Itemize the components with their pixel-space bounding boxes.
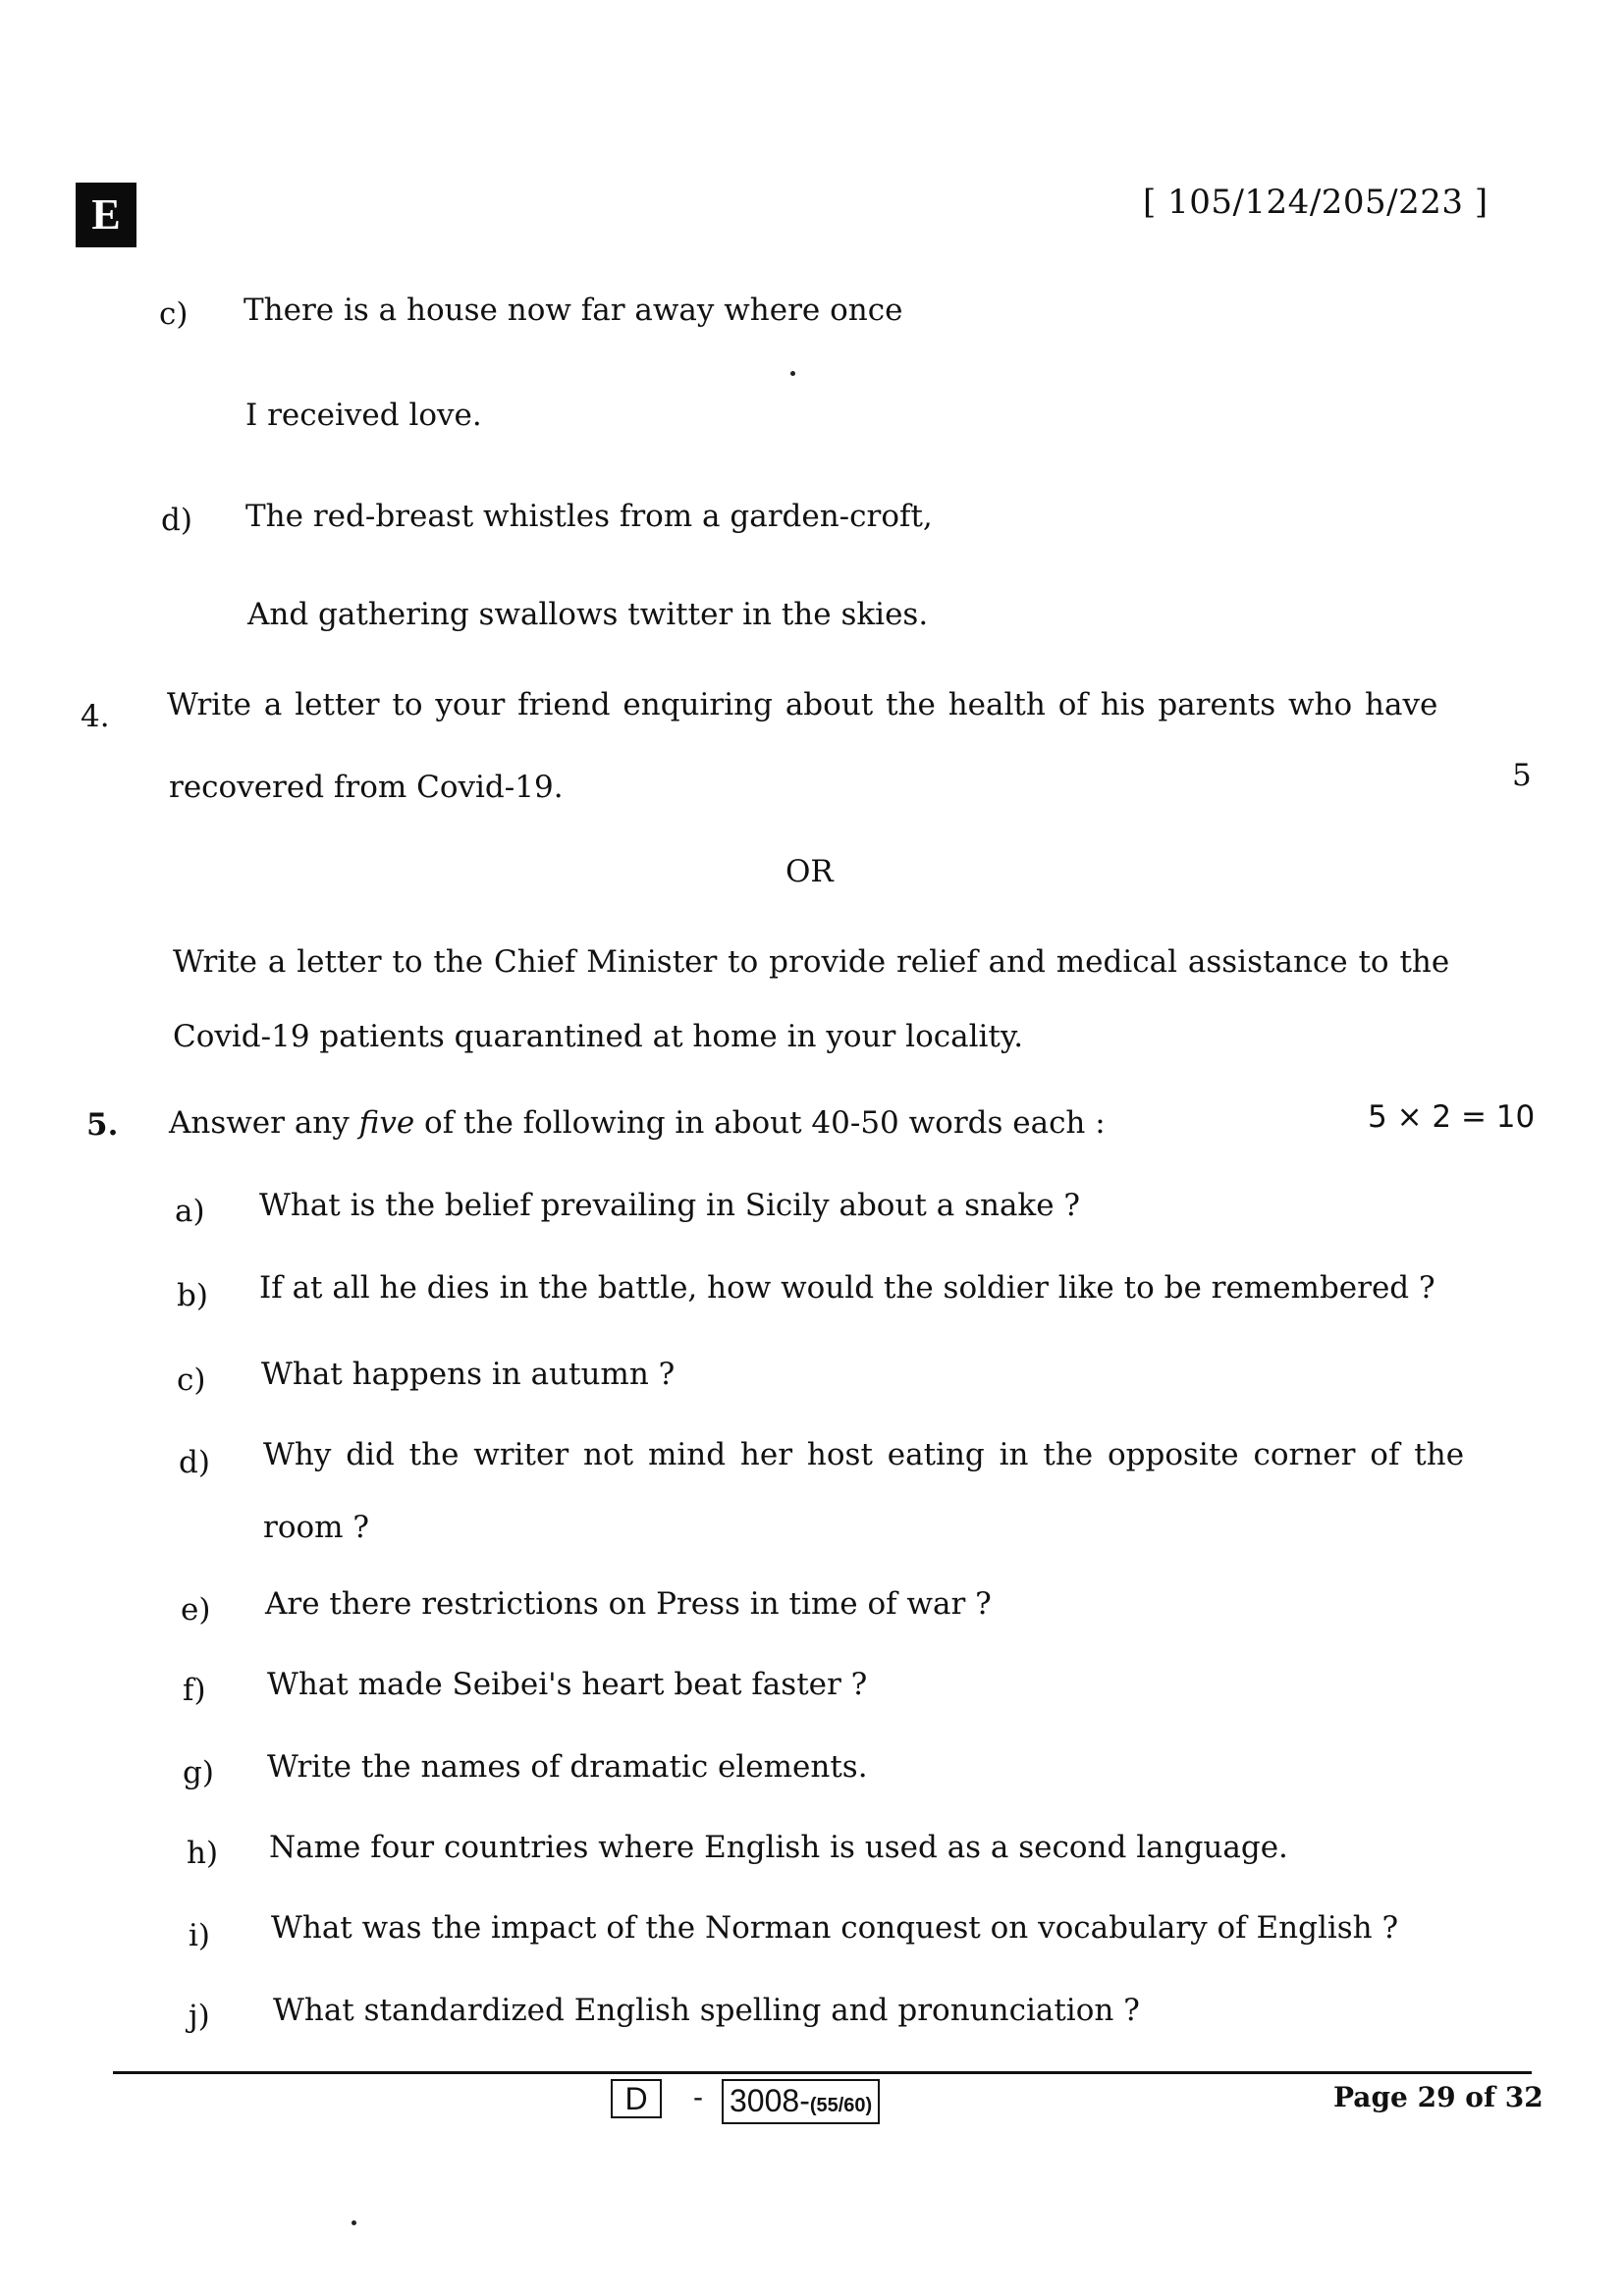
sub-question-label: j) [189,1999,210,2034]
question-number: 4. [81,699,110,734]
sub-question-label: b) [177,1278,208,1313]
question-text: recovered from Covid-19. [169,770,564,805]
question-marks: 5 [1512,758,1532,793]
poem-item-label: c) [159,296,189,332]
sub-question-text: What happens in autumn ? [261,1357,676,1392]
sub-question-text: If at all he dies in the battle, how would the soldier like to be remembered ? [259,1270,1435,1306]
question-alt-text: Write a letter to the Chief Minister to provide relief and medical assistance to the [173,944,1450,980]
paper-code: 3008- [730,2083,810,2118]
scan-speck [352,2220,356,2225]
sub-question-label: a) [175,1194,205,1229]
sub-question-text: Why did the writer not mind her host eating in the opposite corner of the [263,1437,1465,1472]
question-marks: 5 × 2 = 10 [1368,1099,1536,1135]
paper-codes: [ 105/124/205/223 ] [1143,183,1489,222]
poem-line: And gathering swallows twitter in the skies. [247,597,929,632]
paper-code-suffix: (55/60) [809,2095,873,2116]
footer-divider [113,2071,1532,2074]
sub-question-text: What made Seibei's heart beat faster ? [267,1667,868,1702]
series-box: D [611,2079,662,2118]
series-separator: - [693,2081,703,2113]
sub-question-label: i) [189,1918,211,1953]
sub-question-text: What standardized English spelling and pronunciation ? [273,1993,1140,2028]
sub-question-text: room ? [263,1510,370,1545]
question-number: 5. [86,1107,119,1143]
question-alt-text: Covid-19 patients quarantined at home in your locality. [173,1019,1024,1054]
sub-question-label: f) [183,1673,206,1708]
page-letter-badge: E [76,183,136,247]
page-number: Page 29 of 32 [1333,2081,1543,2113]
poem-line: There is a house now far away where once [244,293,903,328]
instruction-text: Answer any [169,1105,359,1141]
sub-question-text: What was the impact of the Norman conquest on vocabulary of English ? [271,1910,1399,1946]
sub-question-label: d) [179,1445,210,1480]
sub-question-label: g) [183,1755,214,1790]
sub-question-text: Are there restrictions on Press in time of war ? [265,1586,992,1622]
sub-question-text: Name four countries where English is used as a second language. [269,1830,1288,1865]
sub-question-label: h) [187,1836,219,1871]
instruction-text: of the following in about 40-50 words each : [414,1105,1106,1141]
scan-speck [790,371,795,376]
sub-question-label: e) [181,1592,211,1628]
question-instruction [169,1105,1106,1141]
instruction-emphasis: five [358,1105,415,1141]
poem-line: I received love. [245,398,482,433]
question-text: Write a letter to your friend enquiring about the health of his parents who have [167,687,1438,722]
sub-question-text: What is the belief prevailing in Sicily about a snake ? [259,1188,1081,1223]
paper-code-box [722,2079,880,2124]
or-separator: OR [785,854,834,889]
poem-item-label: d) [161,503,192,538]
sub-question-text: Write the names of dramatic elements. [267,1749,868,1785]
poem-line: The red-breast whistles from a garden-croft, [245,499,933,534]
sub-question-label: c) [177,1362,206,1398]
